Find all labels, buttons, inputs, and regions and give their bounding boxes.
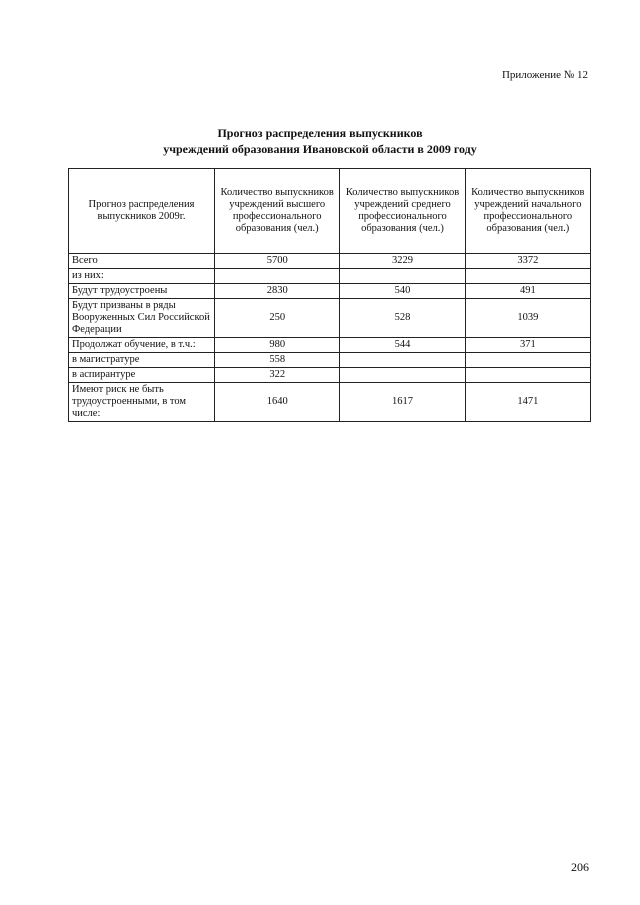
header-secondary-education: Количество выпускников учреждений среднего профессионального образования (чел.) (340, 169, 465, 254)
title-line-1: Прогноз распределения выпускников (217, 126, 423, 140)
row-label: в аспирантуре (69, 368, 215, 383)
row-label: Всего (69, 254, 215, 269)
cell-higher: 558 (215, 353, 340, 368)
cell-primary: 371 (465, 338, 590, 353)
row-label: Будут призваны в ряды Вооруженных Сил Российской Федерации (69, 299, 215, 338)
appendix-label: Приложение № 12 (501, 69, 588, 81)
cell-empty (340, 368, 465, 383)
row-label: в магистратуре (69, 353, 215, 368)
cell-primary: 3372 (465, 254, 590, 269)
table-row (69, 338, 591, 353)
cell-higher: 1640 (215, 383, 340, 422)
cell-higher: 2830 (215, 284, 340, 299)
cell-higher: 250 (215, 299, 340, 338)
cell-secondary: 1617 (340, 383, 465, 422)
cell-secondary: 540 (340, 284, 465, 299)
table-row (69, 254, 591, 269)
cell-empty (465, 269, 590, 284)
title-line-2: учреждений образования Ивановской области в 2009 году (163, 142, 477, 156)
cell-higher: 980 (215, 338, 340, 353)
header-label: Прогноз распределения выпускников 2009г. (69, 169, 215, 254)
cell-higher: 322 (215, 368, 340, 383)
cell-empty (340, 269, 465, 284)
cell-empty (465, 353, 590, 368)
cell-secondary: 528 (340, 299, 465, 338)
table-row (69, 269, 591, 284)
table-row (69, 353, 591, 368)
table-row (69, 383, 591, 422)
row-label: из них: (69, 269, 215, 284)
cell-secondary: 3229 (340, 254, 465, 269)
document-title (0, 125, 640, 157)
row-label: Будут трудоустроены (69, 284, 215, 299)
table-row (69, 299, 591, 338)
cell-primary: 491 (465, 284, 590, 299)
header-primary-education: Количество выпускников учреждений начального профессионального образования (чел.) (465, 169, 590, 254)
page-number: 206 (571, 860, 589, 874)
row-label: Продолжат обучение, в т.ч.: (69, 338, 215, 353)
cell-empty (215, 269, 340, 284)
row-label: Имеют риск не быть трудоустроенными, в том числе: (69, 383, 215, 422)
table-header-row (69, 169, 591, 254)
table-row (69, 284, 591, 299)
cell-higher: 5700 (215, 254, 340, 269)
cell-primary: 1039 (465, 299, 590, 338)
cell-empty (340, 353, 465, 368)
cell-primary: 1471 (465, 383, 590, 422)
header-higher-education: Количество выпускников учреждений высшего профессионального образования (чел.) (215, 169, 340, 254)
cell-empty (465, 368, 590, 383)
cell-secondary: 544 (340, 338, 465, 353)
forecast-table (68, 168, 591, 422)
table-row (69, 368, 591, 383)
